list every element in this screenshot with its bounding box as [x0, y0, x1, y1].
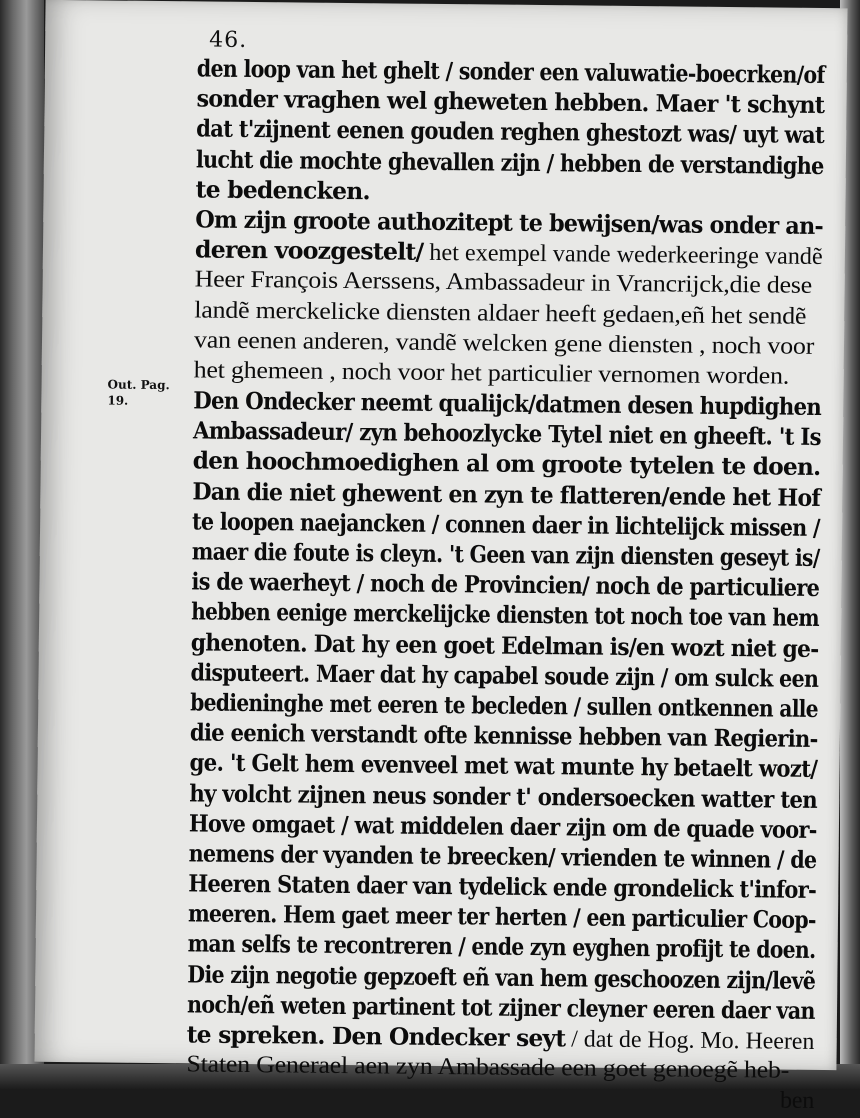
text-line: maer die foute is cleyn. 't Geen van zijn diensten geseyt is/	[192, 536, 820, 573]
book-page	[34, 0, 847, 1070]
margin-note-line: Out. Pag.	[107, 377, 177, 394]
page-number: 46.	[209, 28, 247, 53]
roman-run: / dat de Hog. Mo. Heeren	[565, 1026, 814, 1055]
text-line: ge. 't Gelt hem evenveel met wat munte hy betaelt wozt/	[189, 748, 817, 785]
text-line: lucht die mochte ghevallen zijn / hebben de verstandighe	[196, 144, 824, 181]
roman-run: het exempel vande wederkeeringe vandẽ	[423, 240, 823, 270]
text-line: Ambassadeur/ zyn behoozlycke Tytel niet en gheeft. 't Is	[193, 416, 821, 453]
text-line: dat t'zijnent eenen gouden reghen ghestozt was/ uyt wat	[196, 114, 824, 151]
text-line: nemens der vyanden te breecken/ vrienden te winnen / de	[188, 838, 816, 875]
blackletter-run: Om zijn groote authozitept te bewijsen/was onder an-	[195, 205, 823, 240]
text-line: landẽ merckelicke diensten aldaer heeft gedaen,eñ het sendẽ	[194, 295, 822, 332]
text-line: Den Ondecker neemt qualijck/datmen desen hupdighen	[193, 385, 821, 422]
blackletter-run: deren voozgestelt/	[195, 236, 424, 266]
text-line: hebben eenige merckelijcke diensten tot noch toe van hem	[191, 597, 819, 634]
text-line: ben	[186, 1080, 814, 1117]
margin-note	[107, 377, 177, 410]
text-line: Die zijn negotie gepzoeft eñ van hem geschoozen zijn/levẽ	[187, 959, 815, 996]
text-line: meeren. Hem gaet meer ter herten / een particulier Coop-	[188, 899, 816, 936]
body-text	[186, 53, 825, 1116]
text-line: noch/eñ weten partinent tot zijner cleyner eeren daer van	[187, 989, 815, 1026]
text-line: hy volcht zijnen neus sonder t' ondersoecken watter ten	[189, 778, 817, 815]
text-line: is de waerheyt / noch de Provincien/ noch de particuliere	[191, 567, 819, 604]
text-line: den hoochmoedighen al om groote tytelen te doen.	[193, 446, 821, 483]
text-line: te loopen naejancken / connen daer in lichtelijck missen /	[192, 506, 820, 543]
text-line: den loop van het ghelt / sonder een valuwatie-boecrken/of	[197, 53, 825, 90]
text-line: die eenich verstandt ofte kennisse hebben van Regierin-	[190, 718, 818, 755]
text-line: ghenoten. Dat hy een goet Edelman is/en wozt niet ge-	[191, 627, 819, 664]
text-line: Dan die niet ghewent en zyn te flatteren/ende het Hof	[192, 476, 820, 513]
text-line: het ghemeen , noch voor het particulier vernomen worden.	[194, 355, 822, 392]
text-line: bedieninghe met eeren te becleden / sullen ontkennen alle	[190, 687, 818, 724]
margin-note-line: 19.	[107, 392, 177, 409]
text-line: Hove omgaet / wat middelen daer zijn om de quade voor-	[189, 808, 817, 845]
text-line: te bedencken.	[195, 174, 823, 211]
text-line: Staten Generael aen zyn Ambassade een goet genoegẽ heb-	[186, 1050, 814, 1087]
text-line: man selfs te recontreren / ende zyn eyghen profijt te doen.	[188, 929, 816, 966]
text-line: van eenen anderen, vandẽ welcken gene diensten , noch voor	[194, 325, 822, 362]
blackletter-run: te spreken. Den Ondecker seyt	[187, 1020, 566, 1052]
text-line: disputeert. Maer dat hy capabel soude zijn / om sulck een	[190, 657, 818, 694]
text-line: Heeren Staten daer van tydelick ende grondelick t'infor-	[188, 868, 816, 905]
text-line: Heer François Aerssens, Ambassadeur in Vrancrijck,die dese	[195, 265, 823, 302]
text-line: sonder vraghen wel gheweten hebben. Maer 't schynt	[196, 84, 824, 121]
